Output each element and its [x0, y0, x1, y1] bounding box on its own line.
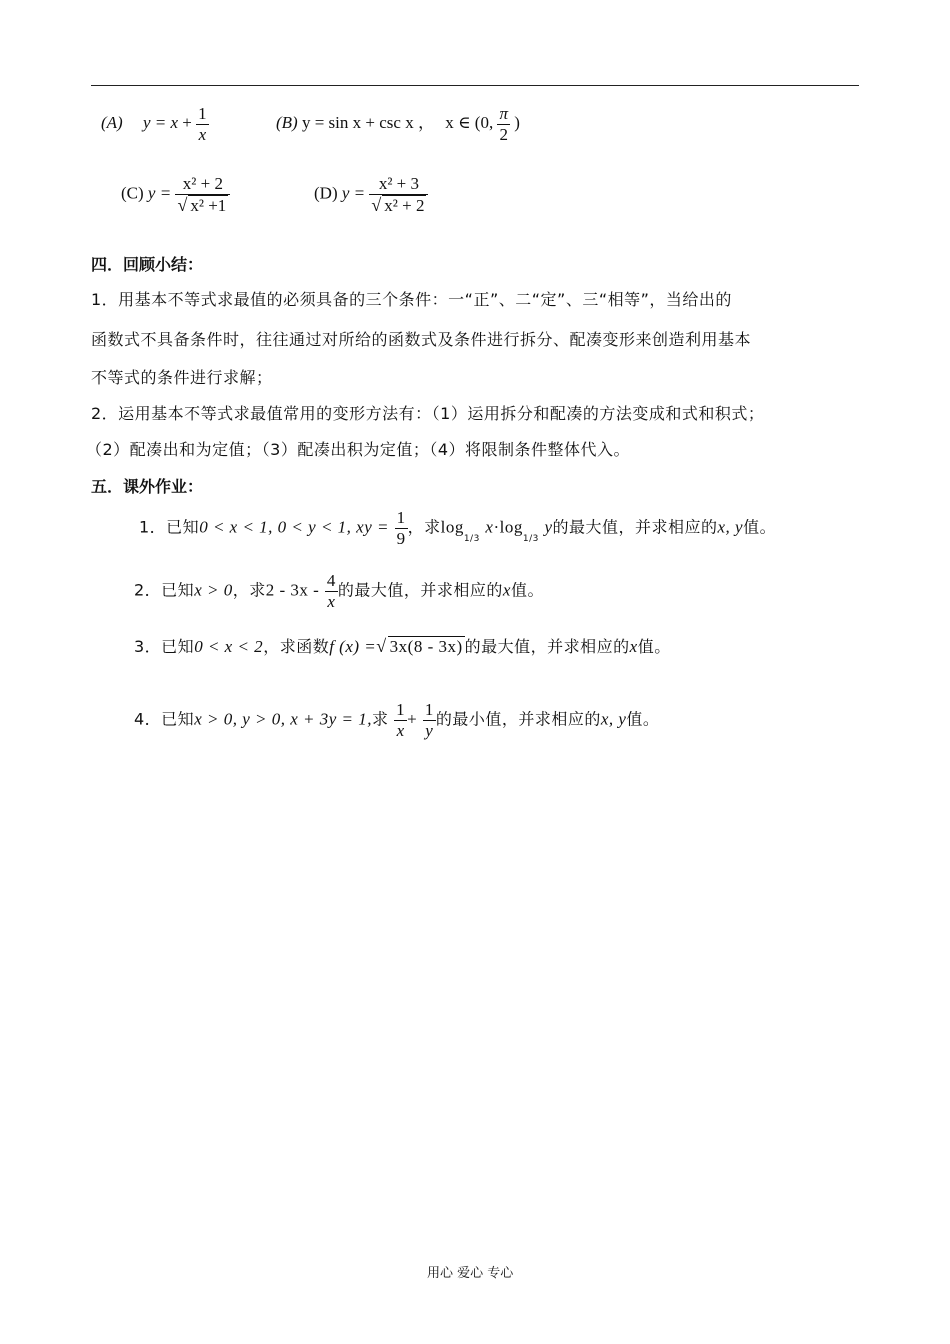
q1-dot: · — [493, 517, 500, 537]
option-b-label: (B) — [276, 112, 298, 132]
q2-var: x — [502, 580, 511, 600]
option-b-pi: π — [499, 104, 508, 123]
radical-sign-icon: √ — [376, 636, 387, 656]
q1-fraction — [395, 508, 408, 548]
option-a-label: (A) — [101, 112, 123, 132]
homework-q4 — [134, 700, 659, 740]
q2-expr: 2 - 3x - — [265, 580, 320, 600]
summary-line-5: （2）配凑出和为定值；（3）配凑出积为定值；（4）将限制条件整体代入。 — [86, 440, 631, 459]
summary-line-4: 2．运用基本不等式求最值常用的变形方法有：（1）运用拆分和配凑的方法变成和式和积式； — [91, 404, 765, 423]
option-a-lhs: y = — [142, 112, 167, 132]
q2-condition: x > 0 — [194, 580, 233, 600]
q4-goal: 的最小值，并求相应的 — [435, 709, 601, 729]
q4-plus: + — [407, 709, 418, 729]
q4-num1: 1 — [396, 700, 406, 719]
q1-goal: 的最大值，并求相应的 — [552, 517, 718, 537]
q1-end: 值。 — [743, 517, 777, 537]
q3-goal: 的最大值，并求相应的 — [464, 637, 630, 656]
option-d-den: x² + 2 — [384, 195, 425, 215]
header-rule — [91, 85, 859, 86]
homework-q1 — [139, 508, 776, 548]
option-a-x: x — [170, 112, 179, 132]
q4-prefix: 4．已知 — [134, 709, 195, 729]
homework-heading: 五．课外作业： — [91, 477, 204, 496]
q3-function: f (x) = — [329, 637, 377, 656]
option-c-label: (C) — [121, 183, 144, 203]
page-footer: 用心 爱心 专心 — [427, 1266, 514, 1281]
q1-den: 9 — [396, 528, 406, 548]
summary-line-3: 不等式的条件进行求解； — [91, 368, 273, 387]
option-c-fraction — [175, 174, 230, 215]
q4-fraction-2 — [423, 700, 436, 740]
homework-q3 — [134, 634, 671, 657]
summary-line-2: 函数式不具备条件时，往往通过对所给的函数式及条件进行拆分、配凑变形来创造利用基本 — [91, 330, 752, 349]
q1-vars: x, y — [717, 517, 744, 537]
option-b — [276, 104, 520, 144]
homework-q2 — [134, 571, 544, 611]
q1-log2-base: 1/3 — [522, 533, 539, 544]
q1-num: 1 — [396, 508, 406, 527]
q1-log2: log — [499, 517, 523, 537]
q2-num: 4 — [326, 571, 336, 590]
q1-ask: ，求 — [407, 517, 441, 537]
option-c-den: x² +1 — [190, 195, 227, 215]
option-c-lhs: y = — [147, 183, 172, 203]
q2-goal: 的最大值，并求相应的 — [337, 580, 503, 600]
summary-heading: 四．回顾小结： — [91, 255, 204, 274]
option-d-fraction — [369, 174, 428, 215]
q4-den1: x — [394, 720, 407, 741]
option-d-label: (D) — [314, 183, 338, 203]
option-a-plus: + — [182, 112, 192, 132]
q4-den2: y — [423, 720, 436, 741]
option-c — [121, 174, 230, 215]
q4-ask: 求 — [372, 709, 389, 729]
q1-log1-base: 1/3 — [463, 533, 480, 544]
radical-sign-icon: √ — [371, 194, 382, 215]
option-a-den: x — [196, 124, 209, 145]
q1-prefix: 1．已知 — [139, 517, 200, 537]
q2-den: x — [325, 591, 338, 612]
option-c-num: x² + 2 — [182, 174, 223, 193]
q3-end: 值。 — [637, 637, 671, 656]
q3-prefix: 3．已知 — [134, 637, 195, 656]
option-a-num: 1 — [198, 104, 207, 123]
q4-num2: 1 — [424, 700, 434, 719]
q1-log1: log — [440, 517, 464, 537]
option-d — [314, 174, 428, 215]
q4-vars: x, y — [600, 709, 627, 729]
summary-line-1: 1．用基本不等式求最值的必须具备的三个条件：一“正”、二“定”、三“相等”，当给出的 — [91, 290, 732, 309]
option-b-expr: y = sin x + csc x ， — [301, 112, 435, 132]
option-d-lhs: y = — [341, 183, 366, 203]
option-b-fraction — [497, 104, 510, 144]
option-b-two: 2 — [497, 124, 510, 145]
q4-end: 值。 — [626, 709, 660, 729]
q2-fraction — [325, 571, 338, 611]
option-b-domain: x ∈ (0, — [445, 112, 494, 132]
q1-x: x — [485, 517, 494, 537]
option-a — [101, 104, 209, 144]
q3-radicand: 3x(8 - 3x) — [389, 637, 463, 656]
q2-end: 值。 — [510, 580, 544, 600]
q4-fraction-1 — [394, 700, 407, 740]
option-b-close: ) — [514, 112, 520, 132]
q3-condition: 0 < x < 2 — [194, 637, 264, 656]
option-d-num: x² + 3 — [378, 174, 420, 193]
q2-prefix: 2．已知 — [134, 580, 195, 600]
q4-condition: x > 0, y > 0, x + 3y = 1, — [194, 709, 373, 729]
q3-ask: ，求函数 — [263, 637, 330, 656]
q3-var: x — [629, 637, 638, 656]
radical-sign-icon: √ — [177, 194, 188, 215]
q1-condition: 0 < x < 1, 0 < y < 1, xy = — [199, 517, 389, 537]
option-a-fraction — [196, 104, 209, 144]
q1-y: y — [544, 517, 553, 537]
q2-ask: ，求 — [232, 580, 266, 600]
